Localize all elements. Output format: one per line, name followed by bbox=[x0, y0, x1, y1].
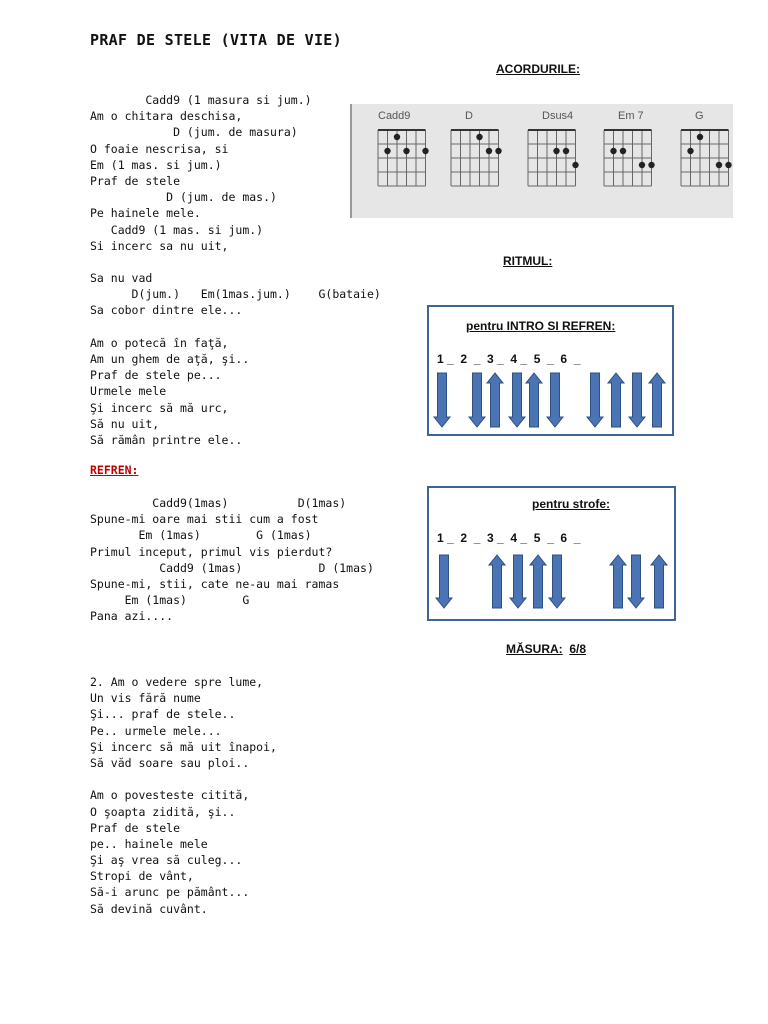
strum-up-arrow bbox=[489, 555, 505, 608]
chord-name: Cadd9 bbox=[378, 110, 411, 122]
chord-dot bbox=[476, 134, 482, 140]
chord-name: G bbox=[695, 110, 704, 122]
strum-up-arrow bbox=[651, 555, 667, 608]
verse2-line: Şi incerc să mă uit înapoi, bbox=[90, 739, 277, 754]
verse1-line: D (jum. de masura) bbox=[90, 125, 298, 140]
verse-1 bbox=[90, 92, 381, 448]
verse2-line: Şi aş vrea să culeg... bbox=[90, 853, 243, 868]
verse1-line: Pe hainele mele. bbox=[90, 206, 201, 221]
chord-dot bbox=[648, 162, 654, 168]
verse1-line bbox=[90, 319, 381, 335]
strum-down-arrow bbox=[547, 373, 563, 427]
strum-down-arrow bbox=[510, 555, 526, 608]
strum-up-arrow bbox=[608, 373, 624, 427]
refren-line: Cadd9(1mas) D(1mas) bbox=[90, 496, 347, 510]
verse2-line: pe.. hainele mele bbox=[90, 836, 208, 851]
refren bbox=[90, 495, 374, 625]
chord-dot bbox=[620, 148, 626, 154]
chord-dot bbox=[403, 148, 409, 154]
verse2-line bbox=[90, 771, 277, 787]
verse1-line: Urmele mele bbox=[90, 384, 167, 399]
strum-down-arrow bbox=[509, 373, 525, 427]
refren-label: REFREN: bbox=[90, 463, 139, 477]
verse1-line: Cadd9 (1 mas. si jum.) bbox=[90, 222, 264, 237]
verse2-line: Praf de stele bbox=[90, 820, 181, 835]
measure bbox=[506, 642, 586, 656]
verse1-line: Praf de stele pe... bbox=[90, 368, 222, 383]
chord-dot bbox=[610, 148, 616, 154]
verse1-line: Am o potecă în faţă, bbox=[90, 335, 229, 350]
chord-name: Dsus4 bbox=[542, 110, 574, 122]
strum-up-arrow bbox=[649, 373, 665, 427]
chord-grid bbox=[677, 124, 733, 214]
verse1-line: Sa cobor dintre ele... bbox=[90, 303, 243, 318]
chord-grid bbox=[524, 124, 580, 214]
chord-name: D bbox=[465, 110, 473, 122]
chord-dot bbox=[384, 148, 390, 154]
measure-label: MĂSURA: bbox=[506, 642, 563, 656]
verse1-line: Am un ghem de aţă, şi.. bbox=[90, 352, 250, 366]
chord-dot bbox=[639, 162, 645, 168]
verse2-line: Stropi de vânt, bbox=[90, 869, 194, 884]
chord-grid bbox=[447, 124, 503, 214]
chord-dot bbox=[553, 148, 559, 154]
verse1-line: Cadd9 (1 masura si jum.) bbox=[90, 93, 312, 107]
refren-line: Spune-mi, stii, cate ne-au mai ramas bbox=[90, 576, 340, 591]
verse1-line: Si incerc sa nu uit, bbox=[90, 238, 229, 253]
chord-grid bbox=[374, 124, 430, 214]
rhythm-heading: RITMUL: bbox=[503, 254, 553, 268]
chord-dot bbox=[687, 148, 693, 154]
verse2-line: Să-i arunc pe pământ... bbox=[90, 885, 250, 900]
verse1-line: D (jum. de mas.) bbox=[90, 190, 277, 205]
verse2-line: Să văd soare sau ploi.. bbox=[90, 755, 250, 770]
refren-line: Primul inceput, primul vis pierdut? bbox=[90, 544, 333, 559]
verse2-line: Pe.. urmele mele... bbox=[90, 723, 222, 738]
strum-down-arrow bbox=[469, 373, 485, 427]
strum-down-arrow bbox=[434, 373, 450, 427]
strum-down-arrow bbox=[436, 555, 452, 608]
verse2-line: O şoapta zidită, şi.. bbox=[90, 804, 236, 819]
measure-value: 6/8 bbox=[569, 642, 587, 656]
chord-diagrams bbox=[350, 104, 733, 218]
chord-grid bbox=[600, 124, 656, 214]
rhythm-intro-title: pentru INTRO SI REFREN: bbox=[466, 319, 616, 333]
refren-line: Pana azi.... bbox=[90, 609, 174, 624]
verse1-line: Să rămân printre ele.. bbox=[90, 432, 243, 447]
chord-dot bbox=[716, 162, 722, 168]
chord-name: Em 7 bbox=[618, 110, 644, 122]
rhythm-box-strofe bbox=[427, 486, 676, 621]
rhythm-strofe-beats: 1 _ 2 _ 3 _ 4 _ 5 _ 6 _ bbox=[437, 531, 581, 545]
strum-down-arrow bbox=[587, 373, 603, 427]
verse-2 bbox=[90, 674, 277, 917]
strum-down-arrow bbox=[629, 373, 645, 427]
verse1-line: Şi incerc să mă urc, bbox=[90, 400, 229, 415]
rhythm-intro-beats: 1 _ 2 _ 3 _ 4 _ 5 _ 6 _ bbox=[437, 352, 581, 366]
refren-line: Spune-mi oare mai stii cum a fost bbox=[90, 512, 319, 527]
song-title: PRAF DE STELE (VITA DE VIE) bbox=[90, 31, 342, 49]
strum-up-arrow bbox=[530, 555, 546, 608]
verse2-line: Am o povesteste citită, bbox=[90, 788, 250, 803]
verse2-line: 2. Am o vedere spre lume, bbox=[90, 675, 264, 689]
chord-dot bbox=[563, 148, 569, 154]
chord-dot bbox=[572, 162, 578, 168]
verse2-line: Să devină cuvânt. bbox=[90, 901, 208, 916]
strum-up-arrow bbox=[610, 555, 626, 608]
verse1-line: Praf de stele bbox=[90, 173, 181, 188]
verse2-line: Un vis fără nume bbox=[90, 691, 201, 706]
strum-down-arrow bbox=[549, 555, 565, 608]
verse1-line: Am o chitara deschisa, bbox=[90, 109, 243, 124]
chord-dot bbox=[725, 162, 731, 168]
refren-line: Em (1mas) G (1mas) bbox=[90, 528, 312, 543]
verse1-line bbox=[90, 254, 381, 270]
verse1-line: O foaie nescrisa, si bbox=[90, 141, 229, 156]
verse2-line: Şi... praf de stele.. bbox=[90, 707, 236, 722]
refren-line: Em (1mas) G bbox=[90, 593, 250, 608]
chord-dot bbox=[495, 148, 501, 154]
chord-dot bbox=[697, 134, 703, 140]
chords-heading: ACORDURILE: bbox=[496, 62, 580, 76]
verse1-line: Să nu uit, bbox=[90, 416, 160, 431]
chord-dot bbox=[486, 148, 492, 154]
verse1-line: D(jum.) Em(1mas.jum.) G(bataie) bbox=[90, 287, 381, 302]
rhythm-box-intro bbox=[427, 305, 674, 436]
strum-up-arrow bbox=[487, 373, 503, 427]
refren-line: Cadd9 (1mas) D (1mas) bbox=[90, 560, 374, 575]
rhythm-intro-arrows bbox=[429, 307, 672, 434]
rhythm-strofe-title: pentru strofe: bbox=[532, 497, 610, 511]
strum-down-arrow bbox=[628, 555, 644, 608]
rhythm-strofe-arrows bbox=[429, 488, 674, 619]
chord-dot bbox=[422, 148, 428, 154]
chord-dot bbox=[394, 134, 400, 140]
verse1-line: Em (1 mas. si jum.) bbox=[90, 157, 222, 172]
verse1-line: Sa nu vad bbox=[90, 271, 153, 286]
strum-up-arrow bbox=[526, 373, 542, 427]
